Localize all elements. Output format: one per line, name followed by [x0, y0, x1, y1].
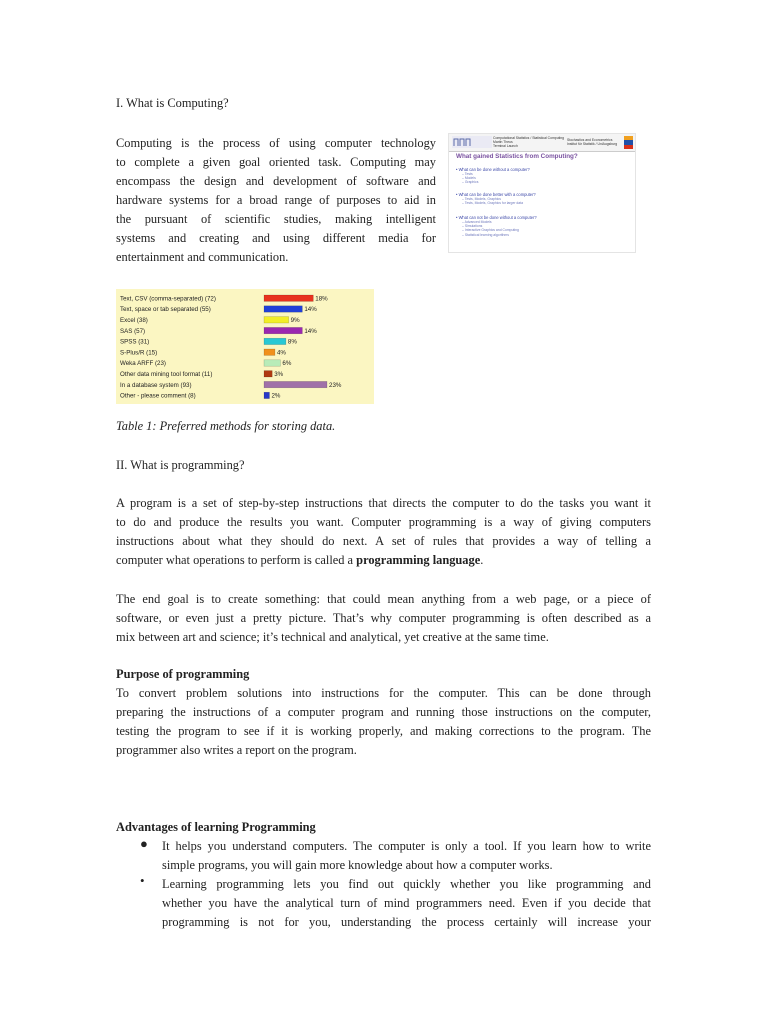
category-label: SAS (57): [120, 327, 146, 335]
bar: [264, 338, 286, 344]
slide-header-right: Stochastics and Econometrics: [567, 138, 613, 142]
section1-line: entertainment and communication.: [116, 250, 289, 264]
slide-question: • What can not be done without a computer?: [456, 215, 537, 220]
bar: [264, 327, 302, 333]
value-label: 18%: [315, 295, 328, 303]
flag-icon: [624, 136, 633, 149]
value-label: 2%: [271, 392, 281, 400]
category-label: Other - please comment (8): [120, 392, 196, 400]
slide-question: • What can be done better with a computer?: [456, 192, 536, 197]
slide-header-left-3: Terminal Launch: [493, 144, 518, 148]
value-label: 3%: [274, 371, 284, 378]
category-label: In a database system (93): [120, 381, 192, 389]
slide-item: – Tests, Models, Graphics for larger data: [462, 201, 523, 206]
bar: [264, 317, 289, 323]
slide-item: – Statistical learning algorithms: [462, 232, 509, 237]
purpose-line: programmer also writes a report on the program.: [116, 743, 357, 757]
value-label: 23%: [329, 381, 342, 389]
value-label: 6%: [282, 360, 292, 368]
slide-title: What gained Statistics from Computing?: [456, 153, 578, 160]
slide-header-left: Computational Statistics / Statistical Computing: [493, 136, 565, 140]
section2-line: instructions about what they should do next. A set of rules that provides a way of telling a: [116, 534, 651, 548]
bullet-icon: •: [140, 873, 145, 888]
value-label: 14%: [304, 327, 317, 335]
section2-line: A program is a set of step-by-step instructions that directs the computer to do the tasks you want it: [116, 496, 651, 510]
line-text: .: [480, 553, 484, 567]
purpose-heading: Purpose of programming: [116, 667, 250, 681]
advantage-line: programming is not for you, understanding the process certainly will increase your: [162, 915, 651, 929]
advantage-line: whether you have the analytical turn of mind programmers need. Even if you decide that: [162, 896, 651, 910]
slide-question: • What can be done without a computer?: [456, 167, 530, 172]
slide-item: – Tests: [462, 172, 473, 176]
slide-item: – Advanced Models: [462, 220, 492, 224]
category-label: Text, CSV (comma-separated) (72): [120, 295, 216, 303]
section2-line: The end goal is to create something: that could mean anything from a web page, or a piece of: [116, 592, 651, 606]
slide-header-right-2: Institut für Statistik / UniAugsburg: [567, 142, 618, 146]
purpose-line: preparing the instructions of a computer program and running those instructions on the computer,: [116, 705, 651, 719]
value-label: 8%: [287, 338, 297, 346]
slide-item: – Models: [462, 176, 476, 181]
bar: [264, 360, 280, 366]
category-label: SPSS (31): [120, 338, 150, 346]
bar: [264, 349, 275, 355]
purpose-line: To convert problem solutions into instructions for the computer. This can be done through: [116, 686, 651, 700]
section2-line: software, or even just a pretty picture. That’s why computer programming is often described as a: [116, 611, 651, 625]
chart-caption: Table 1: Preferred methods for storing data.: [116, 419, 336, 433]
section2-line: to do and produce the results you want. Computer programming is a way of giving computers: [116, 515, 651, 529]
purpose-line: testing the program to see if it is working properly, and making corrections to the program. The: [116, 724, 651, 738]
section1-line: to complete a given goal oriented task. Computing may: [116, 155, 436, 169]
bar: [264, 392, 269, 398]
advantage-line: simple programs, you will gain more knowledge about how a computer works.: [162, 858, 553, 872]
statistics-slide-image: [448, 133, 636, 253]
advantages-heading: Advantages of learning Programming: [116, 820, 316, 834]
university-logo-icon: [452, 136, 492, 148]
section1-line: Computing is the process of using computer technology: [116, 136, 436, 150]
section1-line: systems and creating and using different media for: [116, 231, 436, 245]
storage-methods-bar-chart: [116, 289, 374, 404]
section2-line: mix between art and science; it’s technical and analytical, yet creative at the same time.: [116, 630, 549, 644]
advantage-line: It helps you understand computers. The computer is only a tool. If you learn how to write: [162, 839, 651, 853]
bar: [264, 371, 272, 377]
bullet-icon: ●: [140, 836, 148, 851]
slide-group-1: [456, 167, 530, 185]
section1-line: the pursuant of scientific studies, making intelligent: [116, 212, 436, 226]
slide-group-3: [456, 215, 537, 237]
slide-item: – Simulations: [462, 224, 483, 229]
section1-line: encompass the design and development of software and: [116, 174, 436, 188]
advantage-line: Learning programming lets you find out quickly whether you like programming and: [162, 877, 651, 891]
category-label: S-Plus/R (15): [120, 349, 158, 357]
section2-line-last: [116, 551, 483, 570]
slide-item: – Interactive Graphics and Computing: [462, 228, 519, 233]
bar: [264, 306, 302, 312]
section1-line: hardware systems for a broad range of purposes to aid in: [116, 193, 436, 207]
slide-item: – Graphics: [462, 180, 479, 185]
slide-group-2: [456, 192, 536, 205]
value-label: 14%: [304, 306, 317, 314]
section2-heading: II. What is programming?: [116, 458, 245, 472]
section1-heading: I. What is Computing?: [116, 96, 229, 110]
category-label: Text, space or tab separated (55): [120, 306, 211, 314]
bar: [264, 381, 327, 387]
slide-item: – Tests, Models, Graphics: [462, 197, 501, 201]
category-label: Other data mining tool format (11): [120, 371, 213, 378]
category-label: Weka ARFF (23): [120, 360, 166, 368]
line-text: computer what operations to perform is called a: [116, 553, 357, 567]
slide-header-left-2: Martin Theus: [493, 140, 513, 144]
value-label: 9%: [290, 317, 300, 324]
category-label: Excel (38): [120, 317, 148, 324]
programming-language-term: programming language: [356, 553, 481, 567]
bar: [264, 295, 313, 301]
value-label: 4%: [276, 349, 286, 357]
